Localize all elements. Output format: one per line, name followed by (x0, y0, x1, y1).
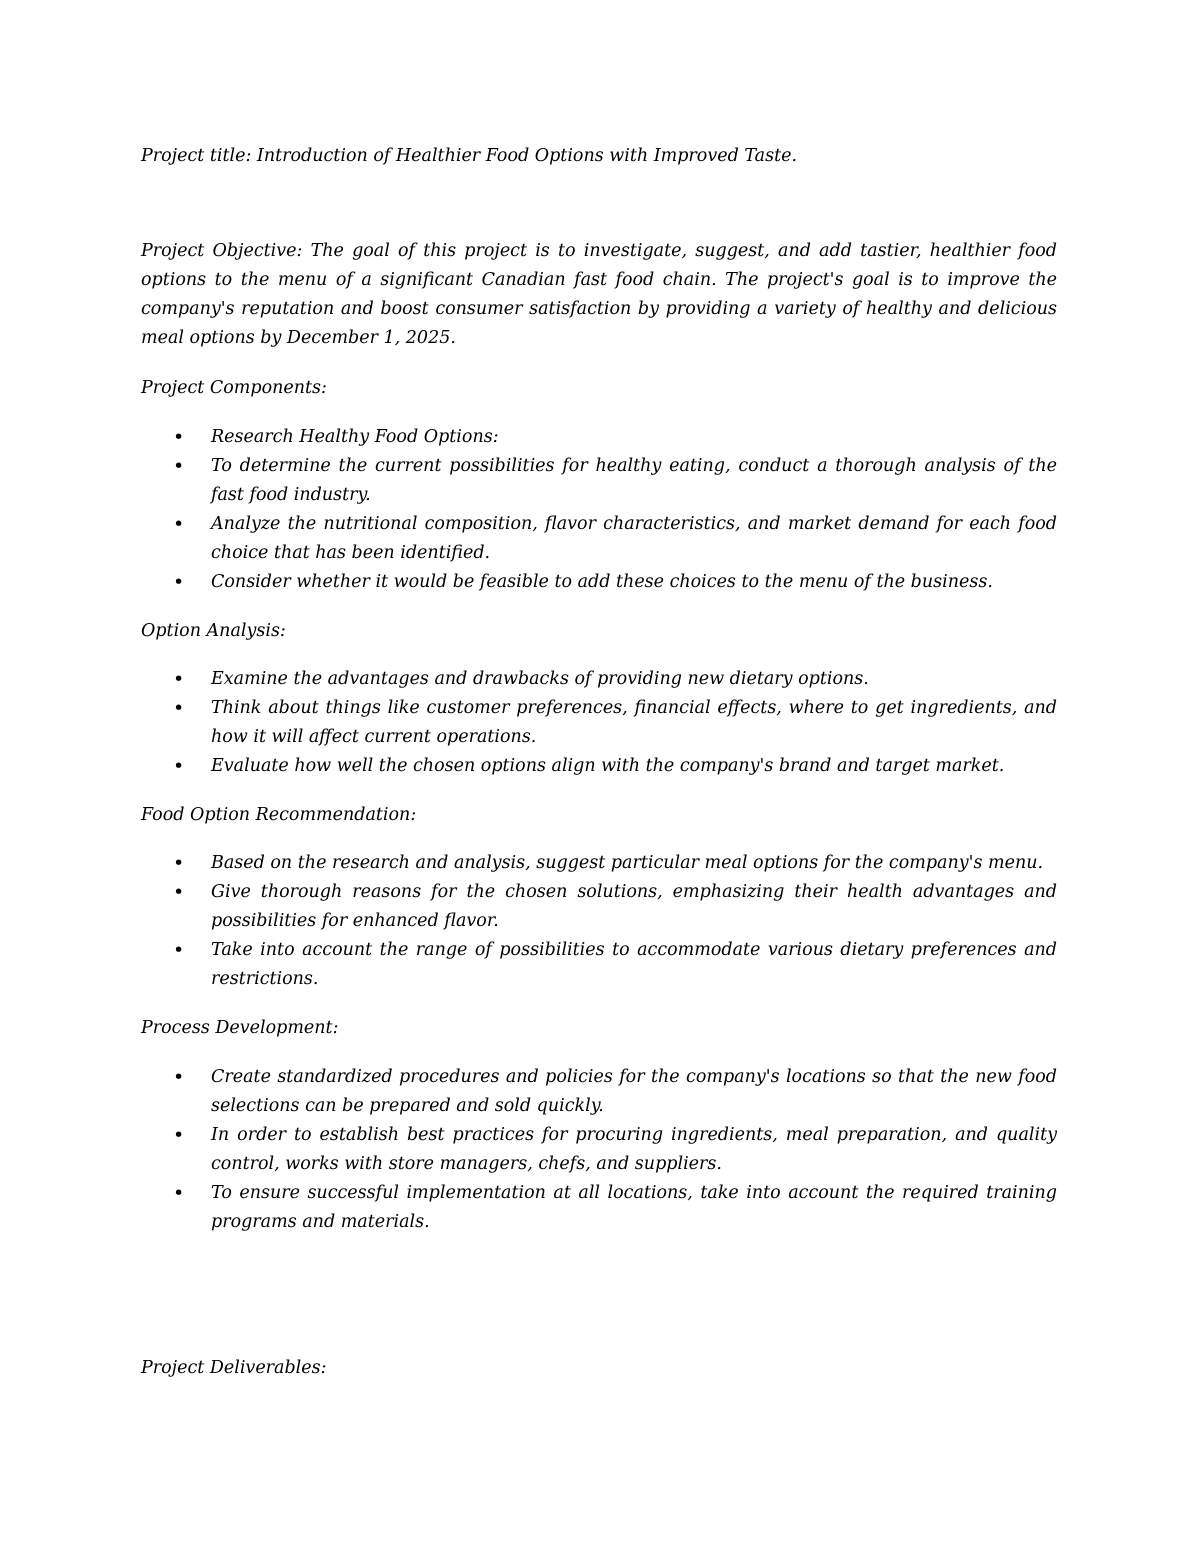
list-item: • Research Healthy Food Options: (141, 423, 1057, 452)
list-item: • In order to establish best practices for procuring ingredients, meal preparation, and quality control, works with store managers, chefs, and suppliers. (141, 1121, 1057, 1179)
list-item: • Evaluate how well the chosen options align with the company's brand and target market. (141, 752, 1057, 781)
list-item: • Give thorough reasons for the chosen solutions, emphasizing their health advantages and possibilities for enhanced flavor. (141, 878, 1057, 936)
section-heading-process-development: Process Development: (141, 1018, 339, 1038)
list-item: • Analyze the nutritional composition, flavor characteristics, and market demand for each food choice that has been identified. (141, 510, 1057, 568)
list-item: • Examine the advantages and drawbacks of providing new dietary options. (141, 665, 1057, 694)
section-heading-deliverables: Project Deliverables: (141, 1358, 327, 1378)
section-heading-components: Project Components: (141, 378, 327, 398)
project-objective: Project Objective: The goal of this project is to investigate, suggest, and add tastier, healthier food options to the menu of a significant Canadian fast food chain. The project's goal is to improve the company's reputation and boost consumer satisfaction by providing a variety of healthy and delicious meal options by December 1, 2025. (141, 241, 1057, 348)
recommendation-list (141, 849, 1057, 994)
list-item: • Think about things like customer preferences, financial effects, where to get ingredients, and how it will affect current operations. (141, 694, 1057, 752)
list-item: • To ensure successful implementation at all locations, take into account the required training programs and materials. (141, 1179, 1057, 1237)
project-title: Project title: Introduction of Healthier Food Options with Improved Taste. (141, 146, 798, 166)
list-item: • Based on the research and analysis, suggest particular meal options for the company's menu. (141, 849, 1057, 878)
list-item: • Take into account the range of possibilities to accommodate various dietary preferences and restrictions. (141, 936, 1057, 994)
section-heading-recommendation: Food Option Recommendation: (141, 805, 417, 825)
section-heading-option-analysis: Option Analysis: (141, 621, 286, 641)
list-item: • Create standardized procedures and policies for the company's locations so that the new food selections can be prepared and sold quickly. (141, 1063, 1057, 1121)
process-development-list (141, 1063, 1057, 1237)
option-analysis-list (141, 665, 1057, 781)
list-item: • To determine the current possibilities for healthy eating, conduct a thorough analysis of the fast food industry. (141, 452, 1057, 510)
list-item: • Consider whether it would be feasible to add these choices to the menu of the business. (141, 568, 1057, 597)
components-list (141, 423, 1057, 597)
